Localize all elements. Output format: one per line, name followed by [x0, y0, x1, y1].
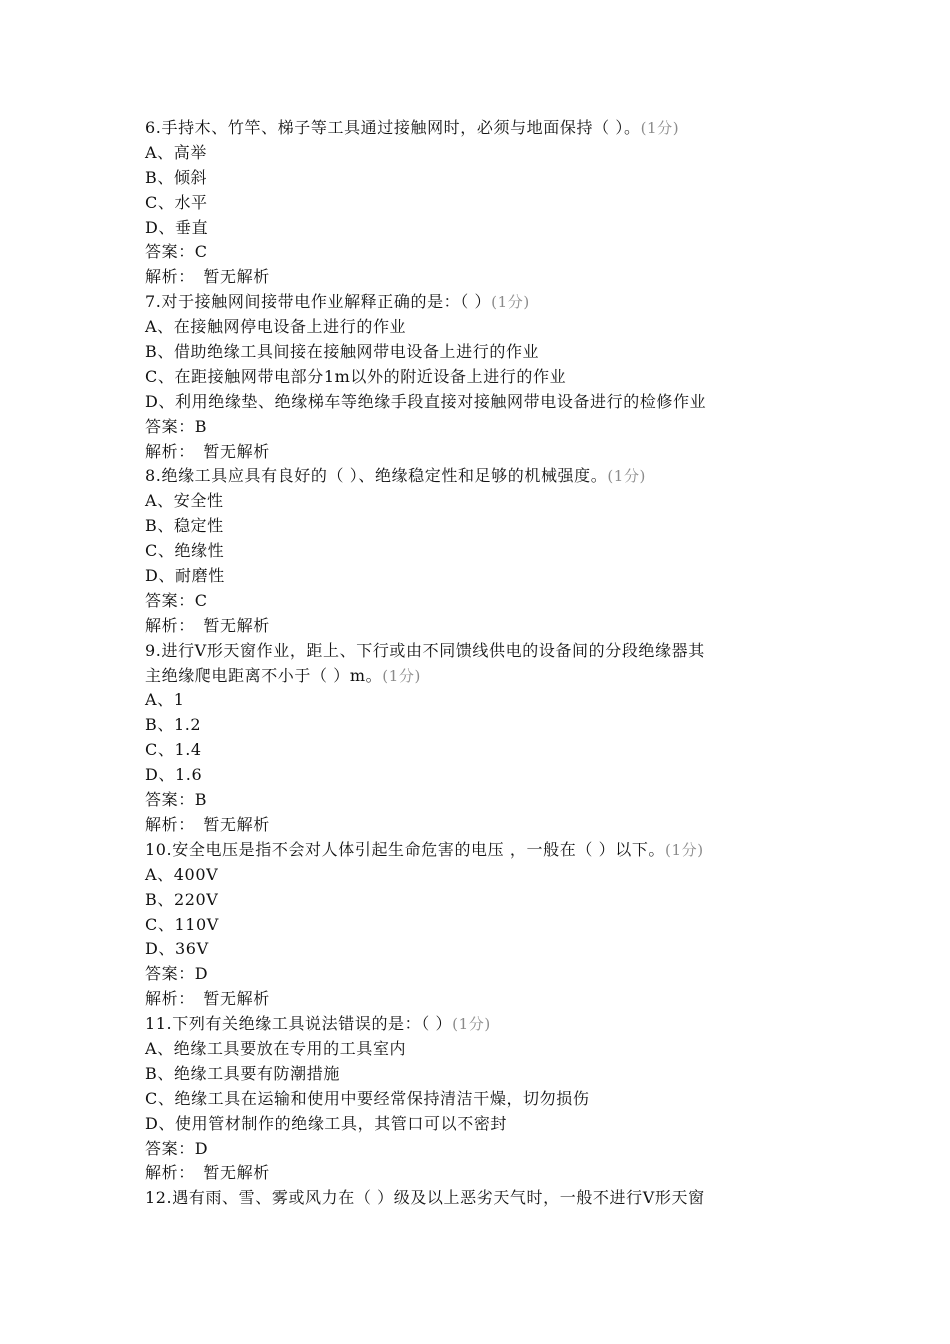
question-score: (1分): [665, 840, 704, 859]
question-9: [145, 639, 815, 838]
question-text: 6.手持木、竹竿、梯子等工具通过接触网时，必须与地面保持（ ）。(1分): [145, 118, 680, 137]
option-d: D、垂直: [145, 217, 209, 237]
analysis: 解析： 暂无解析: [145, 989, 270, 1009]
option-d: D、利用绝缘垫、绝缘梯车等绝缘手段直接对接触网带电设备进行的检修作业: [145, 391, 707, 411]
question-score: (1分): [382, 666, 421, 685]
option-d: D、使用管材制作的绝缘工具，其管口可以不密封: [145, 1113, 508, 1133]
option-b: B、绝缘工具要有防潮措施: [145, 1063, 340, 1083]
question-text-line-1: 9.进行V形天窗作业，距上、下行或由不同馈线供电的设备间的分段绝缘器其: [145, 640, 705, 660]
option-c: C、绝缘性: [145, 541, 225, 561]
question-text-line-2: 主绝缘爬电距离不小于（ ）m。(1分): [145, 665, 421, 685]
answer: 答案：D: [145, 964, 209, 984]
answer: 答案：D: [145, 1138, 209, 1158]
question-10: [145, 838, 815, 1012]
option-d: D、1.6: [145, 765, 203, 785]
option-b: B、220V: [145, 889, 219, 909]
option-a: A、400V: [145, 864, 219, 884]
analysis: 解析： 暂无解析: [145, 441, 270, 461]
option-c: C、在距接触网带电部分1m以外的附近设备上进行的作业: [145, 366, 567, 386]
answer: 答案：C: [145, 590, 208, 610]
answer: 答案：C: [145, 242, 208, 262]
question-text: 11.下列有关绝缘工具说法错误的是：（ ）(1分): [145, 1014, 491, 1034]
option-b: B、倾斜: [145, 167, 208, 187]
question-6: [145, 116, 815, 290]
question-score: (1分): [452, 1015, 491, 1034]
option-c: C、110V: [145, 914, 219, 934]
answer: 答案：B: [145, 790, 208, 810]
question-score: (1分): [491, 293, 530, 312]
option-d: D、耐磨性: [145, 566, 225, 586]
question-11: [145, 1012, 815, 1186]
option-b: B、稳定性: [145, 516, 224, 536]
option-c: C、1.4: [145, 740, 202, 760]
question-7: [145, 290, 815, 464]
option-d: D、36V: [145, 939, 209, 959]
option-a: A、绝缘工具要放在专用的工具室内: [145, 1038, 407, 1058]
exam-page: [145, 116, 815, 1211]
analysis: 解析： 暂无解析: [145, 1163, 270, 1183]
option-a: A、1: [145, 690, 185, 710]
analysis: 解析： 暂无解析: [145, 615, 270, 635]
option-a: A、高举: [145, 142, 207, 162]
question-score: (1分): [607, 467, 647, 486]
option-c: C、绝缘工具在运输和使用中要经常保持清洁干燥，切勿损伤: [145, 1088, 590, 1108]
question-text: 8.绝缘工具应具有良好的（ ）、绝缘稳定性和足够的机械强度。(1分): [145, 466, 647, 486]
analysis: 解析： 暂无解析: [145, 267, 270, 287]
question-8: [145, 464, 815, 638]
option-a: A、安全性: [145, 491, 224, 511]
analysis: 解析： 暂无解析: [145, 814, 270, 834]
option-a: A、在接触网停电设备上进行的作业: [145, 317, 407, 337]
answer: 答案：B: [145, 416, 208, 436]
question-12-text: 12.遇有雨、雪、雾或风力在（ ）级及以上恶劣天气时，一般不进行V形天窗: [145, 1188, 705, 1208]
option-c: C、水平: [145, 192, 208, 212]
option-b: B、1.2: [145, 715, 202, 735]
question-text: 7.对于接触网间接带电作业解释正确的是：（ ）(1分): [145, 292, 530, 312]
question-score: (1分): [640, 119, 680, 137]
option-b: B、借助绝缘工具间接在接触网带电设备上进行的作业: [145, 342, 540, 362]
question-text: 10.安全电压是指不会对人体引起生命危害的电压 ，一般在（ ）以下。(1分): [145, 839, 704, 859]
